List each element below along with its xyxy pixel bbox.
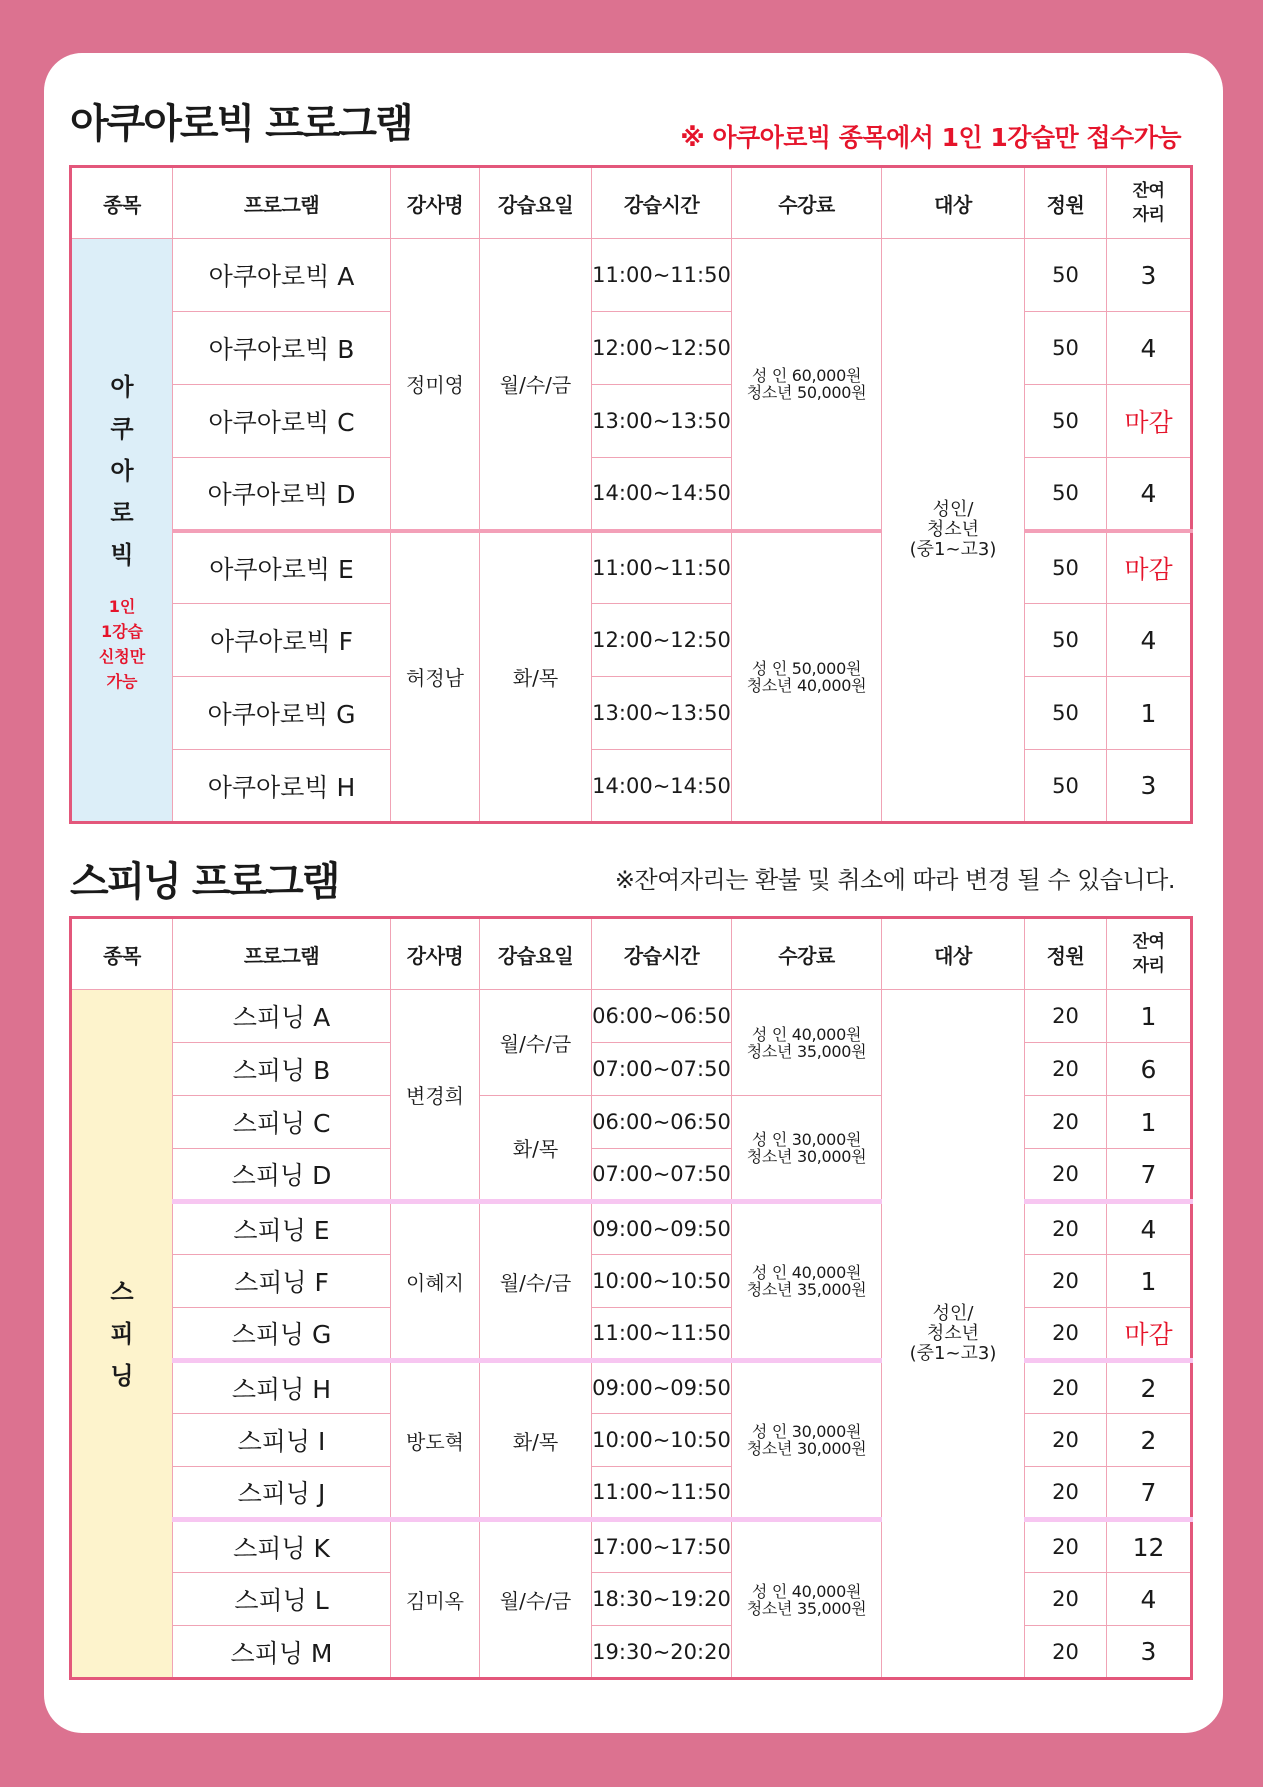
- remaining-seats: 1: [1107, 677, 1192, 750]
- class-time: 09:00~09:50: [592, 1361, 732, 1414]
- class-time: 09:00~09:50: [592, 1202, 732, 1255]
- class-time: 19:30~20:20: [592, 1626, 732, 1679]
- aqua-schedule-table: [69, 165, 1193, 824]
- header-program: 프로그램: [173, 918, 391, 990]
- program-name: 스피닝 L: [173, 1573, 391, 1626]
- class-time: 11:00~11:50: [592, 1467, 732, 1520]
- table-row: [71, 239, 1192, 312]
- spin-section-title: 스피닝 프로그램: [70, 859, 339, 905]
- header-capacity: 정원: [1025, 918, 1107, 990]
- program-name: 스피닝 A: [173, 990, 391, 1043]
- capacity: 20: [1025, 990, 1107, 1043]
- capacity: 20: [1025, 1361, 1107, 1414]
- fee-info: 성 인 40,000원 청소년 35,000원: [732, 1520, 882, 1679]
- table-row: [71, 990, 1192, 1043]
- class-time: 10:00~10:50: [592, 1414, 732, 1467]
- fee-info: 성 인 50,000원 청소년 40,000원: [732, 531, 882, 823]
- remaining-seats: 4: [1107, 1573, 1192, 1626]
- remaining-seats: 4: [1107, 312, 1192, 385]
- program-name: 아쿠아로빅 C: [173, 385, 391, 458]
- table-header-row: [71, 167, 1192, 239]
- instructor-name: 변경희: [391, 990, 480, 1202]
- capacity: 50: [1025, 531, 1107, 604]
- program-name: 스피닝 J: [173, 1467, 391, 1520]
- aqua-category-cell: 아 쿠 아 로 빅 1인 1강습 신청만 가능: [71, 239, 173, 823]
- remaining-seats: 4: [1107, 604, 1192, 677]
- header-remaining: 잔여 자리: [1107, 918, 1192, 990]
- remaining-seats: 3: [1107, 1626, 1192, 1679]
- program-name: 스피닝 F: [173, 1255, 391, 1308]
- header-remaining: 잔여 자리: [1107, 167, 1192, 239]
- instructor-name: 이혜지: [391, 1202, 480, 1361]
- remaining-seats: 1: [1107, 1255, 1192, 1308]
- header-days: 강습요일: [480, 918, 592, 990]
- remaining-seats: 마감: [1107, 1308, 1192, 1361]
- class-days: 화/목: [480, 1096, 592, 1202]
- header-time: 강습시간: [592, 167, 732, 239]
- class-days: 화/목: [480, 531, 592, 823]
- class-time: 06:00~06:50: [592, 990, 732, 1043]
- header-fee: 수강료: [732, 167, 882, 239]
- aqua-section-title: 아쿠아로빅 프로그램: [70, 101, 412, 147]
- remaining-seats: 7: [1107, 1467, 1192, 1520]
- program-name: 스피닝 D: [173, 1149, 391, 1202]
- program-name: 스피닝 H: [173, 1361, 391, 1414]
- capacity: 50: [1025, 239, 1107, 312]
- program-name: 아쿠아로빅 D: [173, 458, 391, 531]
- program-name: 스피닝 C: [173, 1096, 391, 1149]
- program-name: 아쿠아로빅 B: [173, 312, 391, 385]
- capacity: 50: [1025, 604, 1107, 677]
- program-name: 스피닝 B: [173, 1043, 391, 1096]
- capacity: 20: [1025, 1520, 1107, 1573]
- capacity: 50: [1025, 385, 1107, 458]
- fee-info: 성 인 60,000원 청소년 50,000원: [732, 239, 882, 531]
- fee-info: 성 인 30,000원 청소년 30,000원: [732, 1361, 882, 1520]
- program-name: 스피닝 E: [173, 1202, 391, 1255]
- class-time: 17:00~17:50: [592, 1520, 732, 1573]
- class-time: 11:00~11:50: [592, 1308, 732, 1361]
- remaining-seats: 1: [1107, 990, 1192, 1043]
- capacity: 50: [1025, 458, 1107, 531]
- header-capacity: 정원: [1025, 167, 1107, 239]
- header-time: 강습시간: [592, 918, 732, 990]
- program-name: 아쿠아로빅 G: [173, 677, 391, 750]
- aqua-notice: ※ 아쿠아로빅 종목에서 1인 1강습만 접수가능: [680, 123, 1181, 152]
- instructor-name: 허정남: [391, 531, 480, 823]
- capacity: 20: [1025, 1149, 1107, 1202]
- capacity: 20: [1025, 1573, 1107, 1626]
- target-audience: 성인/ 청소년 (중1~고3): [882, 990, 1025, 1679]
- instructor-name: 김미옥: [391, 1520, 480, 1679]
- header-instructor: 강사명: [391, 918, 480, 990]
- program-name: 스피닝 I: [173, 1414, 391, 1467]
- class-time: 13:00~13:50: [592, 677, 732, 750]
- program-name: 아쿠아로빅 H: [173, 750, 391, 823]
- class-time: 07:00~07:50: [592, 1149, 732, 1202]
- class-days: 월/수/금: [480, 239, 592, 531]
- remaining-seats: 1: [1107, 1096, 1192, 1149]
- header-fee: 수강료: [732, 918, 882, 990]
- program-name: 스피닝 G: [173, 1308, 391, 1361]
- class-days: 월/수/금: [480, 1520, 592, 1679]
- program-name: 스피닝 M: [173, 1626, 391, 1679]
- capacity: 50: [1025, 677, 1107, 750]
- header-category: 종목: [71, 167, 173, 239]
- capacity: 20: [1025, 1467, 1107, 1520]
- capacity: 20: [1025, 1202, 1107, 1255]
- class-days: 화/목: [480, 1361, 592, 1520]
- remaining-seats: 12: [1107, 1520, 1192, 1573]
- class-days: 월/수/금: [480, 1202, 592, 1361]
- class-time: 07:00~07:50: [592, 1043, 732, 1096]
- class-time: 18:30~19:20: [592, 1573, 732, 1626]
- capacity: 20: [1025, 1414, 1107, 1467]
- class-time: 14:00~14:50: [592, 458, 732, 531]
- instructor-name: 정미영: [391, 239, 480, 531]
- remaining-seats: 6: [1107, 1043, 1192, 1096]
- spin-schedule-table: [69, 916, 1193, 1680]
- class-time: 13:00~13:50: [592, 385, 732, 458]
- program-name: 아쿠아로빅 E: [173, 531, 391, 604]
- class-time: 10:00~10:50: [592, 1255, 732, 1308]
- spin-notice: ※잔여자리는 환불 및 취소에 따라 변경 될 수 있습니다.: [614, 866, 1175, 894]
- header-target: 대상: [882, 918, 1025, 990]
- program-name: 아쿠아로빅 A: [173, 239, 391, 312]
- class-time: 06:00~06:50: [592, 1096, 732, 1149]
- remaining-seats: 3: [1107, 239, 1192, 312]
- capacity: 20: [1025, 1043, 1107, 1096]
- header-category: 종목: [71, 918, 173, 990]
- table-header-row: [71, 918, 1192, 990]
- target-audience: 성인/ 청소년 (중1~고3): [882, 239, 1025, 823]
- fee-info: 성 인 40,000원 청소년 35,000원: [732, 1202, 882, 1361]
- header-instructor: 강사명: [391, 167, 480, 239]
- header-days: 강습요일: [480, 167, 592, 239]
- capacity: 20: [1025, 1096, 1107, 1149]
- capacity: 20: [1025, 1308, 1107, 1361]
- capacity: 50: [1025, 312, 1107, 385]
- header-program: 프로그램: [173, 167, 391, 239]
- remaining-seats: 2: [1107, 1414, 1192, 1467]
- remaining-seats: 3: [1107, 750, 1192, 823]
- program-name: 스피닝 K: [173, 1520, 391, 1573]
- capacity: 20: [1025, 1255, 1107, 1308]
- remaining-seats: 4: [1107, 1202, 1192, 1255]
- header-target: 대상: [882, 167, 1025, 239]
- fee-info: 성 인 30,000원 청소년 30,000원: [732, 1096, 882, 1202]
- class-time: 12:00~12:50: [592, 604, 732, 677]
- class-time: 14:00~14:50: [592, 750, 732, 823]
- capacity: 50: [1025, 750, 1107, 823]
- instructor-name: 방도혁: [391, 1361, 480, 1520]
- fee-info: 성 인 40,000원 청소년 35,000원: [732, 990, 882, 1096]
- capacity: 20: [1025, 1626, 1107, 1679]
- remaining-seats: 4: [1107, 458, 1192, 531]
- class-time: 12:00~12:50: [592, 312, 732, 385]
- remaining-seats: 마감: [1107, 531, 1192, 604]
- class-time: 11:00~11:50: [592, 531, 732, 604]
- class-days: 월/수/금: [480, 990, 592, 1096]
- remaining-seats: 2: [1107, 1361, 1192, 1414]
- remaining-seats: 7: [1107, 1149, 1192, 1202]
- class-time: 11:00~11:50: [592, 239, 732, 312]
- program-name: 아쿠아로빅 F: [173, 604, 391, 677]
- remaining-seats: 마감: [1107, 385, 1192, 458]
- aqua-category-note: 1인 1강습 신청만 가능: [98, 597, 146, 691]
- spin-category-cell: 스 피 닝: [71, 990, 173, 1679]
